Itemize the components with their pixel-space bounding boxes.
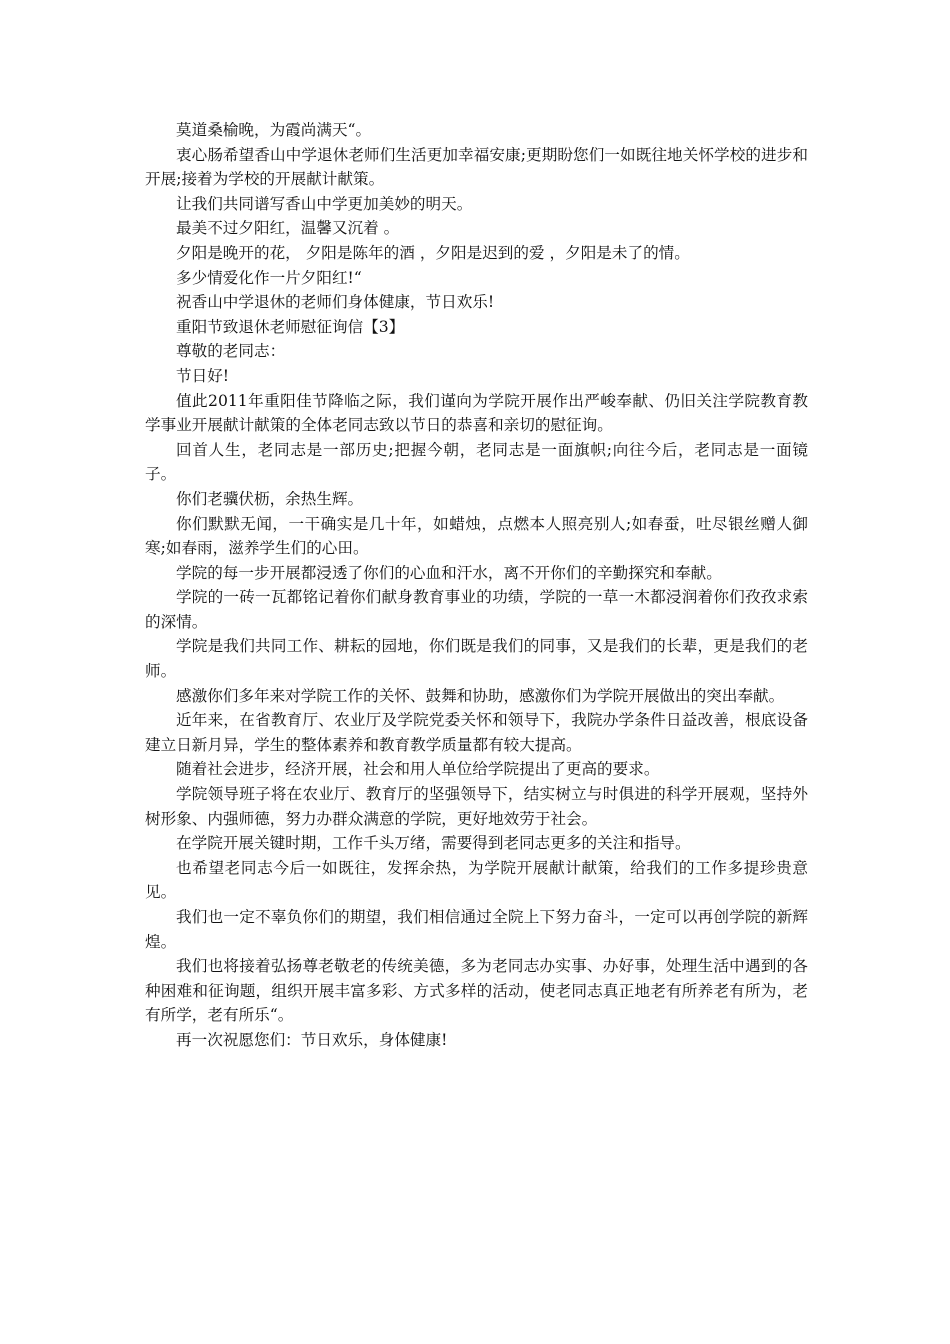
document-page (145, 118, 808, 1053)
paragraph: 我们也一定不辜负你们的期望，我们相信通过全院上下努力奋斗，一定可以再创学院的新辉煌。 (145, 908, 808, 951)
greeting: 节日好! (176, 366, 230, 385)
paragraph: 你们默默无闻，一干确实是几十年，如蜡烛，点燃本人照亮别人;如春蚕，吐尽银丝赠人御寒;如春雨，滋养学生们的心田。 (145, 514, 808, 558)
paragraph: 感激你们多年来对学院工作的关怀、鼓舞和协助，感激你们为学院开展做出的突出奉献。 (176, 686, 785, 705)
paragraph: 近年来，在省教育厅、农业厅及学院党委关怀和领导下，我院办学条件日益改善，根底设备建立日新月异，学生的整体素养和教育教学质量都有较大提高。 (145, 711, 808, 754)
paragraph: 祝香山中学退休的老师们身体健康，节日欢乐! (176, 293, 495, 312)
paragraph: 学院的一砖一瓦都铭记着你们献身教育事业的功绩，学院的一草一木都浸润着你们孜孜求索的深情。 (145, 588, 808, 631)
section-heading: 重阳节致退休老师慰征询信【3】 (176, 317, 405, 336)
paragraph: 学院的每一步开展都浸透了你们的心血和汗水，离不开你们的辛勤探究和奉献。 (176, 563, 722, 582)
paragraph: 值此2011年重阳佳节降临之际，我们谨向为学院开展作出严峻奉献、仍旧关注学院教育教学事业开展献计献策的全体老同志致以节日的恭喜和亲切的慰征询。 (145, 391, 808, 435)
paragraph: 多少情爱化作一片夕阳红!“ (176, 268, 362, 287)
paragraph: 我们也将接着弘扬尊老敬老的传统美德，多为老同志办实事、办好事，处理生活中遇到的各种困难和征询题，组织开展丰富多彩、方式多样的活动，使老同志真正地老有所养老有所为，老有所学，老有所乐“。 (145, 957, 808, 1025)
paragraph: 也希望老同志今后一如既往，发挥余热，为学院开展献计献策，给我们的工作多提珍贵意见。 (145, 858, 808, 902)
paragraph: 学院领导班子将在农业厅、教育厅的坚强领导下，结实树立与时俱进的科学开展观，坚持外树形象、内强师德，努力办群众满意的学院，更好地效劳于社会。 (145, 785, 808, 828)
paragraph: 莫道桑榆晚，为霞尚满天“。 (176, 121, 372, 139)
paragraph: 你们老骥伏枥，余热生辉。 (176, 489, 364, 508)
paragraph: 衷心肠希望香山中学退休老师们生活更加幸福安康;更期盼您们一如既往地关怀学校的进步和开展;接着为学校的开展献计献策。 (145, 145, 808, 189)
closing-wish: 再一次祝愿您们：节日欢乐，身体健康! (176, 1030, 448, 1049)
paragraph: 随着社会进步，经济开展，社会和用人单位给学院提出了更高的要求。 (176, 760, 660, 779)
paragraph: 回首人生，老同志是一部历史;把握今朝，老同志是一面旗帜;向往今后，老同志是一面镜子。 (145, 440, 808, 484)
paragraph: 在学院开展关键时期，工作千头万绪，需要得到老同志更多的关注和指导。 (176, 834, 691, 853)
paragraph: 最美不过夕阳红，温馨又沉着 。 (176, 219, 400, 238)
paragraph: 夕阳是晚开的花， 夕阳是陈年的酒 ，夕阳是迟到的爱 ，夕阳是未了的情。 (176, 243, 690, 262)
paragraph: 让我们共同谱写香山中学更加美妙的明天。 (176, 194, 473, 213)
salutation: 尊敬的老同志： (176, 342, 286, 361)
paragraph: 学院是我们共同工作、耕耘的园地，你们既是我们的同事，又是我们的长辈，更是我们的老师。 (145, 637, 808, 681)
